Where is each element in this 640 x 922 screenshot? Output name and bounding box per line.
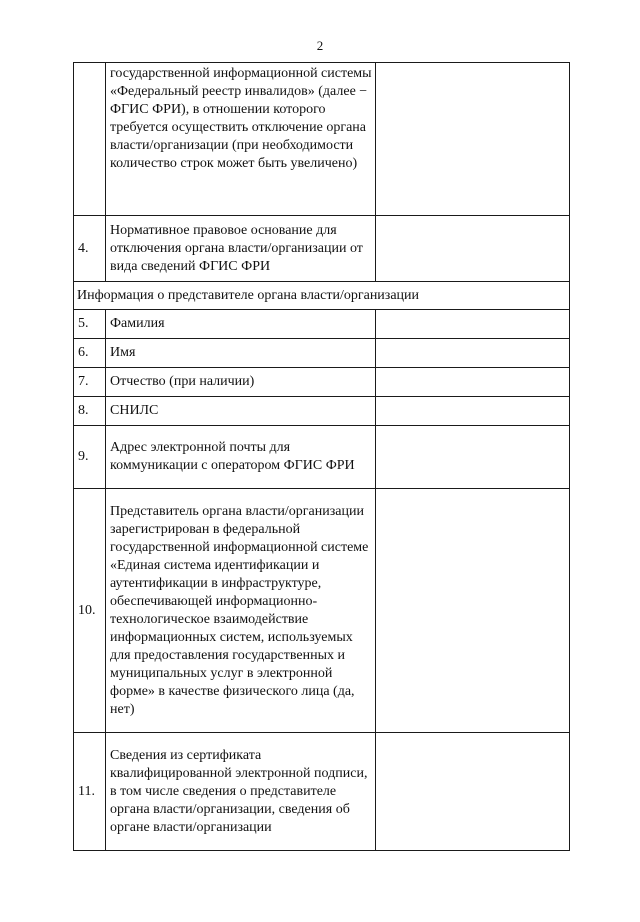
row-number: 8. (74, 397, 106, 426)
page-number: 2 (316, 38, 324, 53)
row-label: Представитель органа власти/организации зарегистрирован в федеральной государственной информационной системе «Единая система идентификации и аутентификации в инфраструктуре, обеспечивающей информационно-технологическое взаимодействие информационных систем, используемых для предоставления государственных и муниципальных услуг в электронной форме» в качестве физического лица (да, нет) (106, 489, 376, 733)
row-number: 5. (74, 310, 106, 339)
table-row (74, 339, 570, 368)
table-row (74, 310, 570, 339)
table-row (74, 63, 570, 216)
row-number: 9. (74, 426, 106, 489)
table-row (74, 368, 570, 397)
row-value-cell[interactable] (376, 339, 570, 368)
table-row (74, 733, 570, 851)
row-value-cell[interactable] (376, 489, 570, 733)
row-value-cell[interactable] (376, 733, 570, 851)
row-value-cell[interactable] (376, 63, 570, 216)
form-table (73, 62, 570, 851)
row-number: 7. (74, 368, 106, 397)
row-value-cell[interactable] (376, 426, 570, 489)
row-number: 11. (74, 733, 106, 851)
row-label: СНИЛС (106, 397, 376, 426)
row-number (74, 63, 106, 216)
table-row (74, 426, 570, 489)
section-heading: Информация о представителе органа власти/организации (74, 282, 570, 310)
row-label: Сведения из сертификата квалифицированной электронной подписи, в том числе сведения о представителе органа власти/организации, сведения об органе власти/организации (106, 733, 376, 851)
row-number: 10. (74, 489, 106, 733)
table-row (74, 489, 570, 733)
section-row (74, 282, 570, 310)
row-value-cell[interactable] (376, 368, 570, 397)
table-row (74, 216, 570, 282)
row-value-cell[interactable] (376, 397, 570, 426)
row-label: государственной информационной системы «Федеральный реестр инвалидов» (далее − ФГИС ФРИ), в отношении которого требуется осуществить отключение органа власти/организации (при необходимости количество строк может быть увеличено) (106, 63, 376, 216)
row-number: 6. (74, 339, 106, 368)
row-number: 4. (74, 216, 106, 282)
row-label: Отчество (при наличии) (106, 368, 376, 397)
table-row (74, 397, 570, 426)
row-value-cell[interactable] (376, 310, 570, 339)
row-label: Нормативное правовое основание для отключения органа власти/организации от вида сведений ФГИС ФРИ (106, 216, 376, 282)
row-label: Адрес электронной почты для коммуникации с оператором ФГИС ФРИ (106, 426, 376, 489)
row-value-cell[interactable] (376, 216, 570, 282)
row-label: Имя (106, 339, 376, 368)
row-label: Фамилия (106, 310, 376, 339)
